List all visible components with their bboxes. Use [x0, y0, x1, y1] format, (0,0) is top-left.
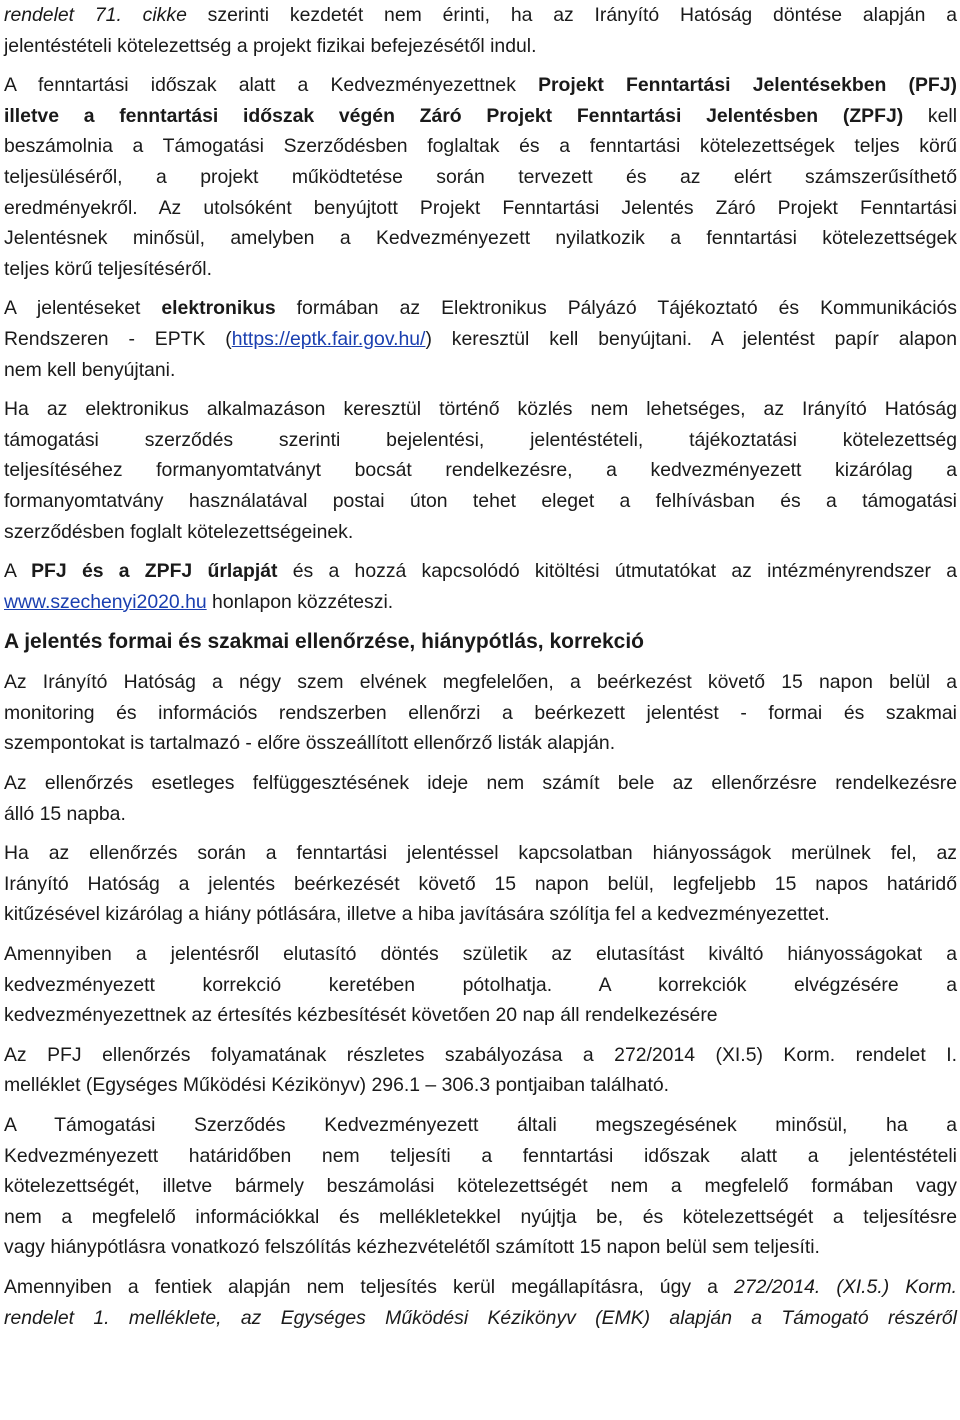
- paragraph-maintenance-reports: [4, 70, 957, 284]
- text-line: teljesítéséhez formanyomtatványt bocsát rendelkezésre, a kedvezményezett kizárólag a: [4, 459, 957, 482]
- text-line: www.szechenyi2020.hu honlapon közzéteszi.: [4, 590, 394, 613]
- text-line: Az PFJ ellenőrzés folyamatának részletes szabályozása a 272/2014 (XI.5) Korm. rendelet I.: [4, 1043, 957, 1066]
- text-line: A jelentéseket elektronikus formában az Elektronikus Pályázó Tájékoztató és Kommunikációs: [4, 297, 957, 320]
- text-line: rendelet 71. cikke szerinti kezdetét nem érinti, ha az Irányító Hatóság döntése alapján a: [4, 4, 957, 26]
- text-line: kötelezettségét, illetve bármely beszámolási kötelezettségét nem a megfelelő formában vagy: [4, 1175, 957, 1198]
- paragraph-non-fulfilment: [4, 1272, 957, 1333]
- text-line: monitoring és információs rendszerben ellenőrzi a beérkezett jelentést - formai és szakmai: [4, 701, 957, 724]
- text-line: szempontokat is tartalmazó - előre összeállított ellenőrző listák alapján.: [4, 732, 616, 755]
- text-line: melléklet (Egységes Működési Kézikönyv) 296.1 – 306.3 pontjaiban található.: [4, 1074, 670, 1097]
- text-line: A PFJ és a ZPFJ űrlapját és a hozzá kapcsolódó kitöltési útmutatókat az intézményrendszer a: [4, 560, 957, 583]
- paragraph-electronic-submission: [4, 293, 957, 385]
- text-line: illetve a fenntartási időszak végén Záró Projekt Fenntartási Jelentésben (ZPFJ) kell: [4, 104, 958, 127]
- text-line: vagy hiánypótlásra vonatkozó felszólítás kézhezvételétől számított 15 napon belül sem teljesíti.: [4, 1236, 820, 1259]
- text-line: Amennyiben a fentiek alapján nem teljesítés kerül megállapításra, úgy a 272/2014. (XI.5.) Korm.: [4, 1275, 957, 1298]
- paragraph-rejection-correction: [4, 939, 957, 1031]
- text-line: támogatási szerződés szerinti bejelentési, jelentéstételi, tájékoztatási kötelezettség: [4, 428, 957, 451]
- text-line: A Támogatási Szerződés Kedvezményezett általi megszegésének minősül, ha a: [4, 1114, 957, 1136]
- text-line: Ha az elektronikus alkalmazáson keresztül történő közlés nem lehetséges, az Irányító Hatóság: [4, 398, 957, 421]
- paragraph-paper-form: [4, 394, 957, 547]
- text-line: teljesüléséről, a projekt működtetése során tervezett és az elért számszerűsíthető: [4, 165, 957, 188]
- szechenyi2020-link[interactable]: www.szechenyi2020.hu: [4, 590, 207, 613]
- text-line: kedvezményezettnek az értesítés kézbesítését követően 20 nap áll rendelkezésére: [4, 1004, 718, 1027]
- text-line: Rendszeren - EPTK (https://eptk.fair.gov.hu/) keresztül kell benyújtani. A jelentést papír alapon: [4, 327, 957, 350]
- paragraph-four-eyes-check: [4, 667, 957, 759]
- paragraph-suspension: [4, 768, 957, 829]
- text-line: Ha az ellenőrzés során a fenntartási jelentéssel kapcsolatban hiányosságok merülnek fel, az: [4, 842, 957, 865]
- eptk-link[interactable]: https://eptk.fair.gov.hu/: [231, 327, 426, 350]
- text-line: jelentéstételi kötelezettség a projekt fizikai befejezésétől indul.: [4, 34, 537, 57]
- text-line: eredményekről. Az utolsóként benyújtott Projekt Fenntartási Jelentés Záró Projekt Fenntartási: [4, 196, 957, 219]
- text-line: Amennyiben a jelentésről elutasító döntés születik az elutasítást kiváltó hiányosságokat a: [4, 943, 957, 966]
- text-line: Irányító Hatóság a jelentés beérkezését követő 15 napon belül, legfeljebb 15 napos határidő: [4, 872, 957, 895]
- text-line: álló 15 napba.: [4, 802, 126, 825]
- paragraph-contract-breach: [4, 1110, 957, 1263]
- text-line: A fenntartási időszak alatt a Kedvezményezettnek Projekt Fenntartási Jelentésekben (PFJ): [4, 74, 958, 97]
- text-line: teljes körű teljesítéséről.: [4, 257, 213, 280]
- text-line: rendelet 1. melléklete, az Egységes Működési Kézikönyv (EMK) alapján a Támogató részéről: [4, 1306, 957, 1329]
- text-line: szerződésben foglalt kötelezettségeinek.: [4, 520, 354, 543]
- text-line: Kedvezményezett határidőben nem teljesíti a fenntartási időszak alatt a jelentéstételi: [4, 1144, 957, 1167]
- paragraph-regulation-reference: [4, 1040, 957, 1101]
- text-line: Az Irányító Hatóság a négy szem elvének megfelelően, a beérkezést követő 15 napon belül a: [4, 671, 957, 694]
- paragraph-deficiencies: [4, 838, 957, 930]
- text-line: nem kell benyújtani.: [4, 358, 176, 381]
- section-heading: A jelentés formai és szakmai ellenőrzése, hiánypótlás, korrekció: [4, 630, 644, 654]
- text-line: Jelentésnek minősül, amelyben a Kedvezményezett nyilatkozik a fenntartási kötelezettségek: [4, 227, 957, 250]
- paragraph-reporting-start: [4, 0, 957, 61]
- paragraph-forms-publication: [4, 556, 957, 617]
- text-line: formanyomtatvány használatával postai úton tehet eleget a felhívásban és a támogatási: [4, 489, 957, 512]
- text-line: nem a megfelelő információkkal és mellékletekkel nyújtja be, és kötelezettségét a teljesítésre: [4, 1205, 957, 1228]
- text-line: kedvezményezett korrekció keretében pótolhatja. A korrekciók elvégzésére a: [4, 973, 957, 996]
- text-line: beszámolnia a Támogatási Szerződésben foglaltak és a fenntartási kötelezettségek teljes körű: [4, 135, 957, 158]
- text-line: kitűzésével kizárólag a hiány pótlására, illetve a hiba javítására szólítja fel a kedvezményezettet.: [4, 903, 830, 926]
- text-line: Az ellenőrzés esetleges felfüggesztésének ideje nem számít bele az ellenőrzésre rendelkezésre: [4, 772, 957, 795]
